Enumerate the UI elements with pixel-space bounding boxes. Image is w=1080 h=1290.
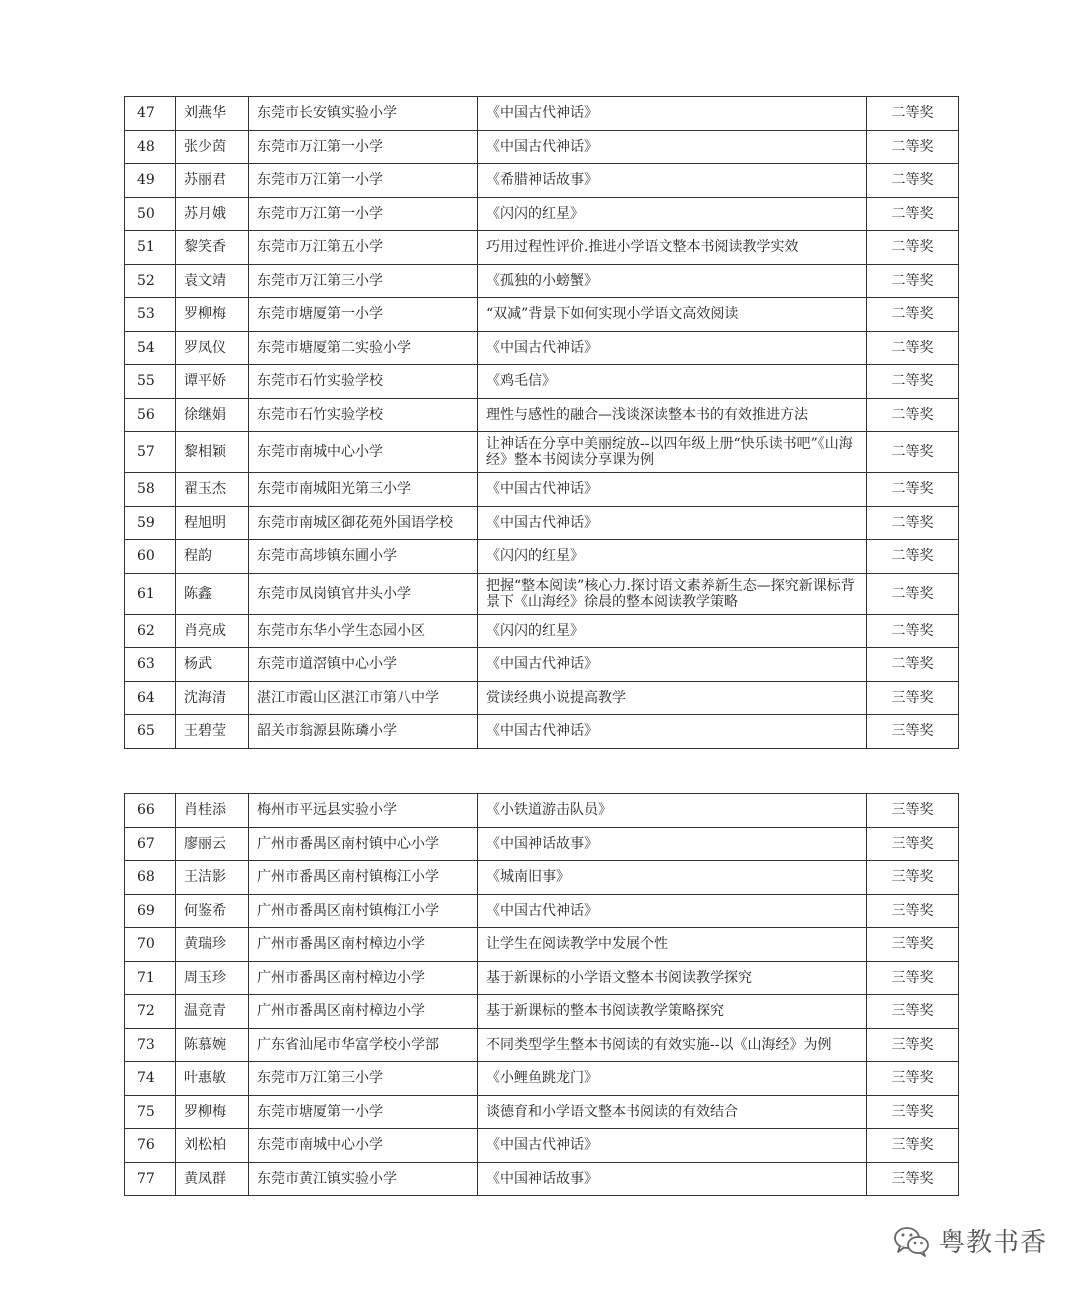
cell-number: 61 [125,574,176,614]
cell-school: 东莞市塘厦第二实验小学 [249,332,478,365]
cell-name: 王洁影 [176,861,249,894]
cell-title: 《中国古代神话》 [478,1129,867,1162]
cell-name: 谭平娇 [176,365,249,398]
cell-school: 东莞市石竹实验学校 [249,399,478,432]
cell-title: 《中国古代神话》 [478,473,867,506]
table-row [125,995,958,1029]
cell-name: 陈慕婉 [176,1029,249,1062]
cell-title: 基于新课标的小学语文整本书阅读教学探究 [478,962,867,995]
cell-title: 《中国神话故事》 [478,1163,867,1196]
cell-school: 东莞市塘厦第一小学 [249,298,478,331]
cell-number: 60 [125,540,176,573]
cell-title: 巧用过程性评价.推进小学语文整本书阅读教学实效 [478,231,867,264]
cell-school: 东莞市万江第一小学 [249,198,478,231]
cell-number: 68 [125,861,176,894]
cell-award: 三等奖 [891,869,934,886]
cell-name: 刘松柏 [176,1129,249,1162]
table-row [125,682,958,716]
cell-name: 张少茵 [176,131,249,164]
cell-title: 《城南旧事》 [478,861,867,894]
table-row [125,473,958,507]
cell-school: 东莞市高埗镇东圃小学 [249,540,478,573]
cell-number: 77 [125,1163,176,1196]
cell-school: 广州市番禺区南村镇中心小学 [249,828,478,861]
table-row [125,1129,958,1163]
table-row [125,97,958,131]
cell-name: 肖亮成 [176,615,249,648]
cell-school: 梅州市平远县实验小学 [249,794,478,827]
table-row [125,895,958,929]
table-row [125,615,958,649]
cell-award: 三等奖 [891,723,934,740]
table-row [125,794,958,828]
cell-name: 翟玉杰 [176,473,249,506]
cell-name: 王碧莹 [176,715,249,748]
cell-title: 让神话在分享中美丽绽放--以四年级上册“快乐读书吧”《山海经》整本书阅读分享课为例 [478,432,867,472]
cell-number: 59 [125,507,176,540]
table-row [125,928,958,962]
cell-school: 东莞市道滘镇中心小学 [249,648,478,681]
cell-title: 《孤独的小螃蟹》 [478,265,867,298]
cell-title: 《闪闪的红星》 [478,615,867,648]
cell-award: 三等奖 [891,1103,934,1120]
cell-award: 三等奖 [891,1137,934,1154]
cell-name: 陈鑫 [176,574,249,614]
cell-school: 东莞市万江第三小学 [249,265,478,298]
cell-number: 58 [125,473,176,506]
table-row [125,861,958,895]
cell-award: 二等奖 [891,339,934,356]
table-row [125,540,958,574]
cell-school: 东莞市凤岗镇官井头小学 [249,574,478,614]
cell-number: 57 [125,432,176,472]
cell-number: 63 [125,648,176,681]
table-row [125,1163,958,1197]
cell-award: 二等奖 [891,205,934,222]
table-row [125,648,958,682]
cell-number: 54 [125,332,176,365]
cell-award: 二等奖 [891,239,934,256]
cell-school: 东莞市南城中心小学 [249,432,478,472]
cell-title: 《中国神话故事》 [478,828,867,861]
cell-number: 56 [125,399,176,432]
cell-number: 53 [125,298,176,331]
table-row [125,365,958,399]
cell-award: 三等奖 [891,902,934,919]
cell-school: 广州市番禺区南村樟边小学 [249,962,478,995]
cell-award: 二等奖 [891,406,934,423]
cell-award: 三等奖 [891,1003,934,1020]
cell-school: 东莞市万江第一小学 [249,131,478,164]
table-row [125,131,958,165]
table-row [125,432,958,473]
cell-name: 温竞青 [176,995,249,1028]
watermark-text: 粤教书香 [939,1228,1048,1258]
cell-name: 杨武 [176,648,249,681]
cell-school: 东莞市南城中心小学 [249,1129,478,1162]
cell-name: 叶惠敏 [176,1062,249,1095]
cell-school: 东莞市南城阳光第三小学 [249,473,478,506]
cell-award: 三等奖 [891,1070,934,1087]
table-row [125,1062,958,1096]
table-row [125,265,958,299]
cell-number: 67 [125,828,176,861]
cell-school: 东莞市万江第一小学 [249,164,478,197]
cell-title: 把握“整本阅读”核心力.探讨语文素养新生态—探究新课标背景下《山海经》徐晨的整本阅读教学策略 [478,574,867,614]
cell-title: 让学生在阅读教学中发展个性 [478,928,867,961]
cell-award: 二等奖 [891,172,934,189]
award-table-2 [124,793,959,1196]
cell-award: 二等奖 [891,656,934,673]
table-row [125,828,958,862]
cell-award: 二等奖 [891,373,934,390]
cell-title: 《中国古代神话》 [478,895,867,928]
cell-award: 二等奖 [891,481,934,498]
cell-number: 74 [125,1062,176,1095]
cell-title: 《中国古代神话》 [478,332,867,365]
cell-number: 66 [125,794,176,827]
cell-name: 罗柳梅 [176,298,249,331]
cell-number: 73 [125,1029,176,1062]
cell-award: 三等奖 [891,689,934,706]
cell-school: 东莞市长安镇实验小学 [249,97,478,130]
table-row [125,332,958,366]
cell-title: 谈德育和小学语文整本书阅读的有效结合 [478,1096,867,1129]
cell-award: 三等奖 [891,1170,934,1187]
cell-title: 赏读经典小说提高教学 [478,682,867,715]
cell-award: 二等奖 [891,138,934,155]
cell-award: 二等奖 [891,514,934,531]
cell-title: 《中国古代神话》 [478,131,867,164]
cell-school: 东莞市万江第五小学 [249,231,478,264]
cell-title: 《希腊神话故事》 [478,164,867,197]
cell-school: 广州市番禺区南村樟边小学 [249,995,478,1028]
cell-name: 黎相颖 [176,432,249,472]
cell-name: 周玉珍 [176,962,249,995]
wechat-icon [893,1225,931,1257]
cell-name: 沈海清 [176,682,249,715]
cell-title: 基于新课标的整本书阅读教学策略探究 [478,995,867,1028]
cell-award: 三等奖 [891,835,934,852]
cell-title: 《小铁道游击队员》 [478,794,867,827]
cell-award: 二等奖 [891,548,934,565]
cell-school: 广州市番禺区南村镇梅江小学 [249,895,478,928]
cell-title: 《中国古代神话》 [478,648,867,681]
cell-number: 51 [125,231,176,264]
cell-title: 不同类型学生整本书阅读的有效实施--以《山海经》为例 [478,1029,867,1062]
cell-title: 《小鲤鱼跳龙门》 [478,1062,867,1095]
cell-name: 黄凤群 [176,1163,249,1196]
cell-title: 《闪闪的红星》 [478,198,867,231]
table-row [125,399,958,433]
cell-name: 罗柳梅 [176,1096,249,1129]
cell-award: 二等奖 [891,444,934,460]
cell-number: 70 [125,928,176,961]
cell-title: “双减”背景下如何实现小学语文高效阅读 [478,298,867,331]
cell-number: 65 [125,715,176,748]
cell-name: 肖桂添 [176,794,249,827]
cell-number: 55 [125,365,176,398]
cell-award: 三等奖 [891,1036,934,1053]
cell-name: 黎笑香 [176,231,249,264]
watermark [893,1222,1047,1259]
cell-name: 袁文靖 [176,265,249,298]
cell-number: 64 [125,682,176,715]
cell-title: 理性与感性的融合—浅谈深读整本书的有效推进方法 [478,399,867,432]
cell-number: 75 [125,1096,176,1129]
cell-number: 50 [125,198,176,231]
cell-title: 《中国古代神话》 [478,715,867,748]
cell-name: 黄瑞珍 [176,928,249,961]
cell-number: 47 [125,97,176,130]
cell-name: 何鉴希 [176,895,249,928]
cell-title: 《中国古代神话》 [478,97,867,130]
cell-award: 三等奖 [891,802,934,819]
table-row [125,574,958,615]
cell-number: 71 [125,962,176,995]
cell-award: 二等奖 [891,272,934,289]
cell-school: 广州市番禺区南村镇梅江小学 [249,861,478,894]
cell-number: 76 [125,1129,176,1162]
cell-award: 三等奖 [891,969,934,986]
cell-name: 苏月娥 [176,198,249,231]
cell-number: 48 [125,131,176,164]
cell-number: 49 [125,164,176,197]
cell-number: 69 [125,895,176,928]
cell-award: 二等奖 [891,306,934,323]
award-table-1 [124,96,959,749]
table-row [125,507,958,541]
cell-name: 罗凤仪 [176,332,249,365]
cell-name: 徐继娟 [176,399,249,432]
cell-name: 刘燕华 [176,97,249,130]
cell-school: 湛江市霞山区湛江市第八中学 [249,682,478,715]
cell-school: 东莞市万江第三小学 [249,1062,478,1095]
table-row [125,298,958,332]
cell-name: 廖丽云 [176,828,249,861]
table-row [125,962,958,996]
cell-number: 52 [125,265,176,298]
table-row [125,715,958,749]
cell-title: 《鸡毛信》 [478,365,867,398]
cell-award: 二等奖 [891,585,934,602]
cell-name: 程旭明 [176,507,249,540]
cell-title: 《中国古代神话》 [478,507,867,540]
cell-school: 东莞市塘厦第一小学 [249,1096,478,1129]
table-row [125,164,958,198]
cell-name: 苏丽君 [176,164,249,197]
cell-school: 东莞市石竹实验学校 [249,365,478,398]
table-row [125,1096,958,1130]
cell-name: 程韵 [176,540,249,573]
cell-school: 韶关市翁源县陈璘小学 [249,715,478,748]
table-row [125,198,958,232]
cell-award: 三等奖 [891,936,934,953]
cell-school: 广州市番禺区南村樟边小学 [249,928,478,961]
cell-award: 二等奖 [891,622,934,639]
cell-school: 东莞市东华小学生态园小区 [249,615,478,648]
cell-title: 《闪闪的红星》 [478,540,867,573]
cell-school: 广东省汕尾市华富学校小学部 [249,1029,478,1062]
table-row [125,1029,958,1063]
cell-number: 72 [125,995,176,1028]
cell-award: 二等奖 [891,105,934,122]
table-row [125,231,958,265]
cell-school: 东莞市黄江镇实验小学 [249,1163,478,1196]
cell-number: 62 [125,615,176,648]
cell-school: 东莞市南城区御花苑外国语学校 [249,507,478,540]
